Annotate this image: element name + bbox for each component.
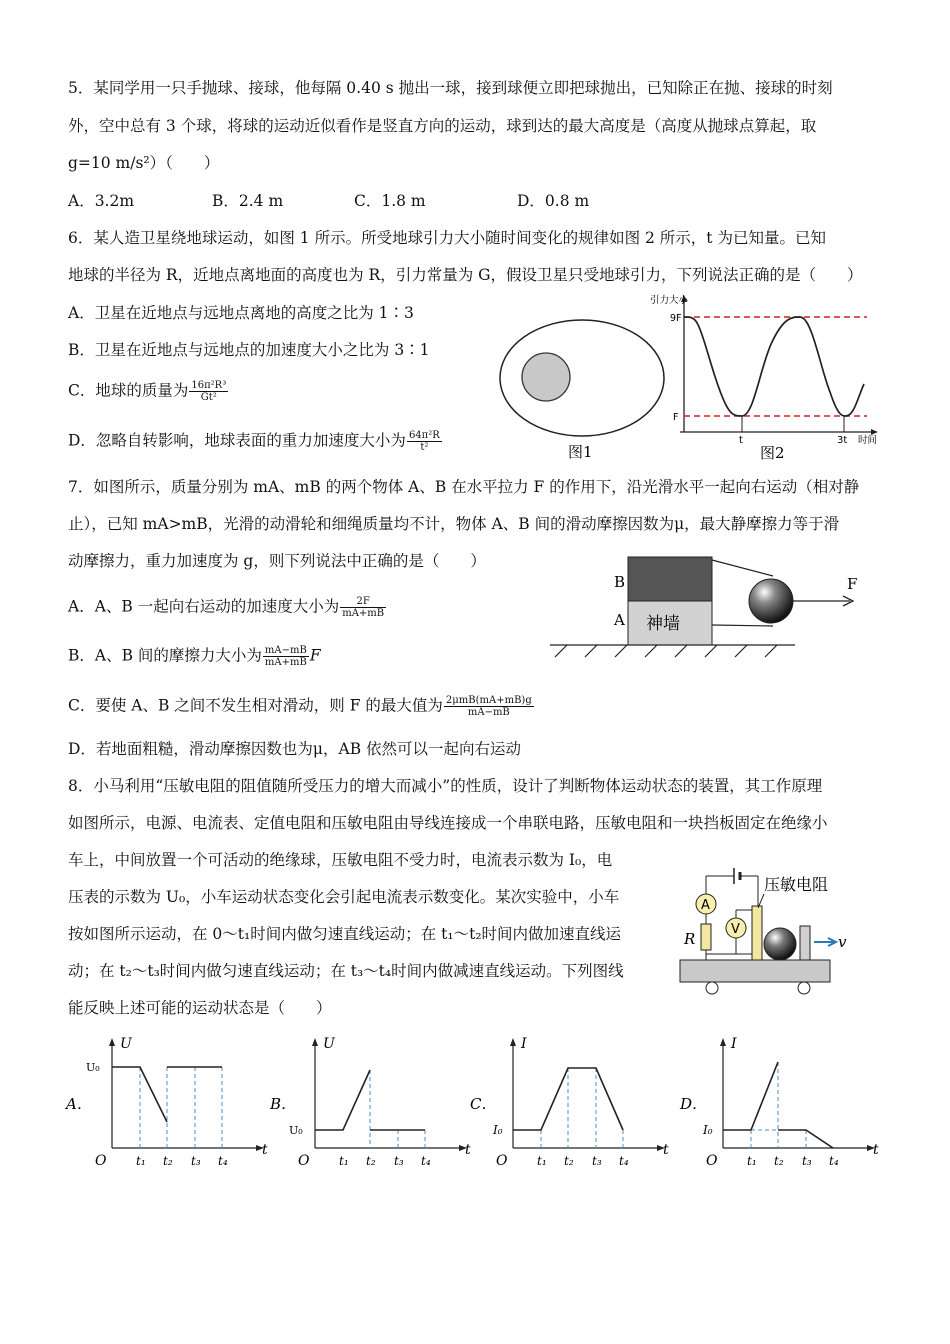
q6-option-c-text: C．地球的质量为 [68,381,189,400]
graph-tick-label: t₁ [537,1154,547,1168]
q7-line-3: 动摩擦力，重力加速度为 g，则下列说法中正确的是（ ） [68,552,486,570]
graph-origin: O [706,1153,718,1169]
q7-option-a [68,596,387,619]
denominator: mA+mB [264,657,307,668]
graph-tick-label: t₃ [592,1154,602,1168]
graph-x-label: t [663,1142,669,1158]
graph-origin: O [298,1153,310,1169]
earth-circle [522,353,570,401]
numerator: 2F [340,596,386,608]
graph-tick-label: t₁ [339,1154,349,1168]
q7-option-c-fraction [444,695,534,718]
insulating-ball [764,928,796,960]
q5-option-d: D．0.8 m [517,192,590,210]
upper-rope [712,560,773,576]
denominator: t² [420,442,429,453]
graph-x-label: t [262,1142,268,1158]
graph-tick-label: t₂ [366,1154,376,1168]
denominator: mA−mB [467,707,510,718]
graph-tick-label: t₂ [774,1154,784,1168]
label-b: B [614,573,626,591]
graph-tick-label: t₁ [747,1154,757,1168]
q7-option-c [68,695,535,718]
label-3t: 3t [837,435,848,446]
graph-y-arrow [720,1038,726,1046]
q5-line-3: g=10 m/s²）（ ） [68,154,220,172]
q6-option-c [68,380,229,403]
graph-x-label: t [873,1142,879,1158]
q5-line-2: 外，空中总有 3 个球，将球的运动近似看作是竖直方向的运动，球到达的最大高度是（高度从抛球点算起，取 [68,117,817,135]
graph-origin: O [496,1153,508,1169]
q5-option-c: C．1.8 m [354,192,426,210]
voltmeter-label: V [731,922,740,937]
graph-y0-label: I₀ [703,1123,713,1137]
label-t: t [739,435,743,446]
q5-option-b: B．2.4 m [212,192,284,210]
q6-option-a: A．卫星在近地点与远地点离地的高度之比为 1∶3 [68,304,414,322]
ammeter-label: A [701,898,710,913]
numerator: mA−mB [264,645,307,656]
q8-line-6: 动；在 t₂～t₃时间内做匀速直线运动；在 t₃～t₄时间内做减速直线运动。下列图线 [68,962,624,980]
q7-line-1: 7．如图所示，质量分别为 mA、mB 的两个物体 A、B 在水平拉力 F 的作用下，沿光滑水平一起向右运动（相对静 [68,478,860,496]
pulley-wheel [749,579,793,623]
graph-tick-label: t₃ [802,1154,812,1168]
graph-tick-label: t₂ [564,1154,574,1168]
graph-tick-label: t₁ [136,1154,146,1168]
resistor-label: R [684,930,696,948]
q6-option-d [68,430,443,453]
fig1-caption: 图1 [568,443,593,461]
cart-wheel-left [706,982,718,994]
graph-tick-label: t₄ [619,1154,629,1168]
fig2-caption: 图2 [760,444,785,462]
graph-x-label: t [465,1142,471,1158]
graph-y-label: U [120,1036,132,1052]
fixed-resistor [701,924,711,950]
q8-line-1: 8．小马利用“压敏电阻的阻值随所受压力的增大而减小”的性质，设计了判断物体运动状态的装置，其工作原理 [68,777,823,795]
q6-option-c-fraction [189,380,228,403]
graph-option-letter: B． [270,1095,297,1113]
q6-option-d-text: D．忽略自转影响，地球表面的重力加速度大小为 [68,431,406,450]
label-a: A [614,611,625,629]
label-force: F [847,575,858,593]
q8-line-3: 车上，中间放置一个可活动的绝缘球，压敏电阻不受力时，电流表示数为 I₀，电 [68,851,613,869]
lower-rope [712,625,773,626]
cart-body [680,960,830,982]
pressure-resistor-label: 压敏电阻 [764,875,829,894]
denominator: Gt² [200,392,217,403]
force-curve [684,317,864,416]
graph-tick-label: t₃ [191,1154,201,1168]
graph-option-letter: A． [66,1095,92,1113]
q8-line-7: 能反映上述可能的运动状态是（ ） [68,999,332,1017]
numerator: 64π²R [408,430,440,441]
graph-tick-label: t₂ [163,1154,173,1168]
q8-option-graphs [0,1030,950,1180]
graph-y0-label: U₀ [289,1124,303,1137]
pressure-resistor [752,906,762,960]
q7-option-b-suffix: F [309,646,321,665]
cart-wheel-right [798,982,810,994]
graph-tick-label: t₄ [218,1154,228,1168]
q6-line-1: 6．某人造卫星绕地球运动，如图 1 所示。所受地球引力大小随时间变化的规律如图 2 所示，t 为已知量。已知 [68,229,826,247]
baffle-plate [800,926,810,960]
graph-y0-label: U₀ [86,1061,100,1074]
graph-tick-label: t₄ [421,1154,431,1168]
q7-option-b [68,645,321,668]
q8-line-4: 压表的示数为 U₀，小车运动状态变化会引起电流表示数变化。某次实验中，小车 [68,888,620,906]
numerator: 2μmB(mA+mB)g [445,695,532,706]
q7-option-a-text: A．A、B 一起向右运动的加速度大小为 [68,597,340,616]
force-time-graph [642,292,892,467]
q7-option-b-text: B．A、B 间的摩擦力大小为 [68,646,262,665]
label-wall: 神墙 [646,614,680,634]
q8-line-2: 如图所示，电源、电流表、定值电阻和压敏电阻由导线连接成一个串联电路，压敏电阻和一块挡板固定在绝缘小 [68,814,828,832]
graph-y-label: U [323,1036,335,1052]
graph-curve [723,1062,778,1130]
ground-hatching [555,645,777,657]
q7-option-d: D．若地面粗糙，滑动摩擦因数也为μ，AB 依然可以一起向右运动 [68,740,522,758]
graph-y-arrow [109,1038,115,1046]
graph-y-arrow [312,1038,318,1046]
q7-option-b-fraction [263,645,309,668]
q6-option-b: B．卫星在近地点与远地点的加速度大小之比为 3∶1 [68,341,430,359]
pulley-figure [545,553,865,663]
q8-line-5: 按如图所示运动，在 0～t₁时间内做匀速直线运动；在 t₁～t₂时间内做加速直线运 [68,925,622,943]
graph-y-label: I [731,1036,737,1052]
numerator: 16π²R³ [191,380,227,391]
graph-y-label: 引力大小 [650,295,689,306]
velocity-label: v [838,933,847,951]
graph-tick-label: t₃ [394,1154,404,1168]
graph-option-letter: C． [470,1095,497,1113]
graph-option-letter: D． [680,1095,708,1113]
q7-option-c-text: C．要使 A、B 之间不发生相对滑动，则 F 的最大值为 [68,696,443,715]
graph-y-label: I [521,1036,527,1052]
q6-line-2: 地球的半径为 R，近地点离地面的高度也为 R，引力常量为 G，假设卫星只受地球引力，下列说法正确的是（ ） [68,266,863,284]
q5-line-1: 5．某同学用一只手抛球、接球，他每隔 0.40 s 抛出一球，接到球便立即把球抛出，已知除正在抛、接球的时刻 [68,79,833,97]
denominator: mA+mB [342,608,385,619]
graph-y-arrow [510,1038,516,1046]
q5-option-a: A．3.2m [68,192,135,210]
graph-y0-label: I₀ [493,1123,503,1137]
block-b [628,557,712,601]
cart-circuit-figure [676,868,876,998]
q7-line-2: 止），已知 mA>mB，光滑的动滑轮和细绳质量均不计，物体 A、B 间的滑动摩擦因数为μ，最大静摩擦力等于滑 [68,515,840,533]
q7-option-a-fraction [340,596,386,619]
graph-tick-label: t₄ [829,1154,839,1168]
q6-option-d-fraction [407,430,442,453]
label-f: F [673,412,679,423]
graph-curve [315,1070,370,1130]
label-9f: 9F [670,313,682,324]
graph-x-label: 时间 [858,435,878,446]
graph-origin: O [95,1153,107,1169]
